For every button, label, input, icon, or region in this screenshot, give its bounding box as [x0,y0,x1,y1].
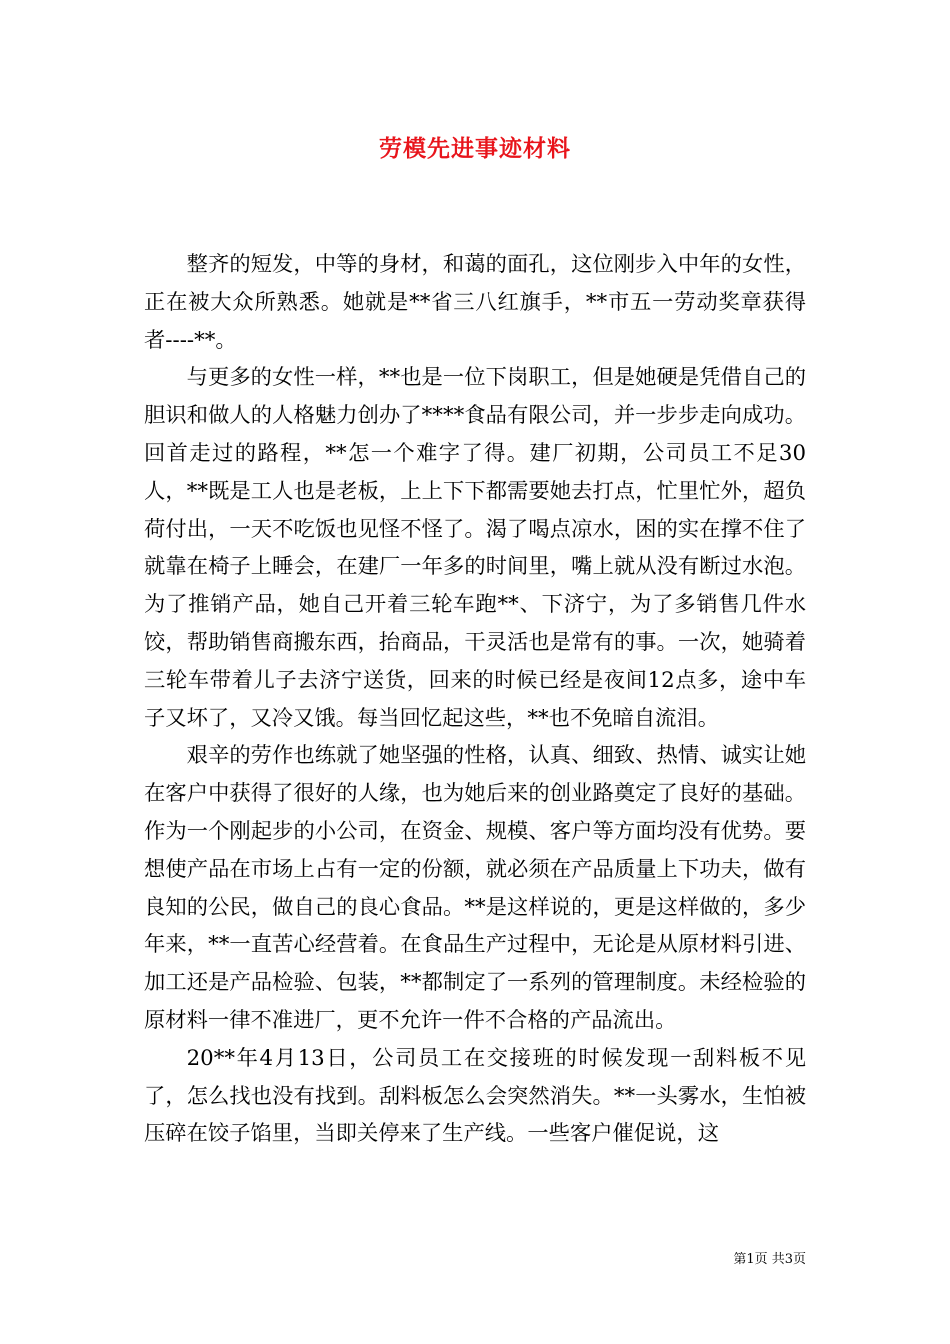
paragraph-2: 与更多的女性一样，**也是一位下岗职工，但是她硬是凭借自己的胆识和做人的人格魅力创办了****食品有限公司，并一步步走向成功。回首走过的路程，**怎一个难字了得。建厂初期，公司员工不足30人，**既是工人也是老板，上上下下都需要她去打点，忙里忙外，超负荷付出，一天不吃饭也见怪不怪了。渴了喝点凉水，困的实在撑不住了就靠在椅子上睡会，在建厂一年多的时间里，嘴上就从没有断过水泡。为了推销产品，她自己开着三轮车跑**、下济宁，为了多销售几件水饺，帮助销售商搬东西，抬商品，干灵活也是常有的事。一次，她骑着三轮车带着儿子去济宁送货，回来的时候已经是夜间12点多，途中车子又坏了，又冷又饿。每当回忆起这些，**也不免暗自流泪。 [144,365,806,731]
document-title: 劳模先进事迹材料 [379,135,571,162]
paragraph-1: 整齐的短发，中等的身材，和蔼的面孔，这位刚步入中年的女性，正在被大众所熟悉。她就是**省三八红旗手，**市五一劳动奖章获得者----**。 [144,252,806,353]
page-number-footer: 第1页 共3页 [733,1252,806,1267]
paragraph-3: 艰辛的劳作也练就了她坚强的性格，认真、细致、热情、诚实让她在客户中获得了很好的人缘，也为她后来的创业路奠定了良好的基础。作为一个刚起步的小公司，在资金、规模、客户等方面均没有优势。要想使产品在市场上占有一定的份额，就必须在产品质量上下功夫，做有良知的公民，做自己的良心食品。**是这样说的，更是这样做的，多少年来，**一直苦心经营着。在食品生产过程中，无论是从原材料引进、加工还是产品检验、包装，**都制定了一系列的管理制度。未经检验的原材料一律不准进厂，更不允许一件不合格的产品流出。 [144,743,806,1033]
document-body [144,246,806,1153]
paragraph-4: 20**年4月13日，公司员工在交接班的时候发现一刮料板不见了，怎么找也没有找到。刮料板怎么会突然消失。**一头雾水，生怕被压碎在饺子馅里，当即关停来了生产线。一些客户催促说，这 [144,1045,806,1147]
